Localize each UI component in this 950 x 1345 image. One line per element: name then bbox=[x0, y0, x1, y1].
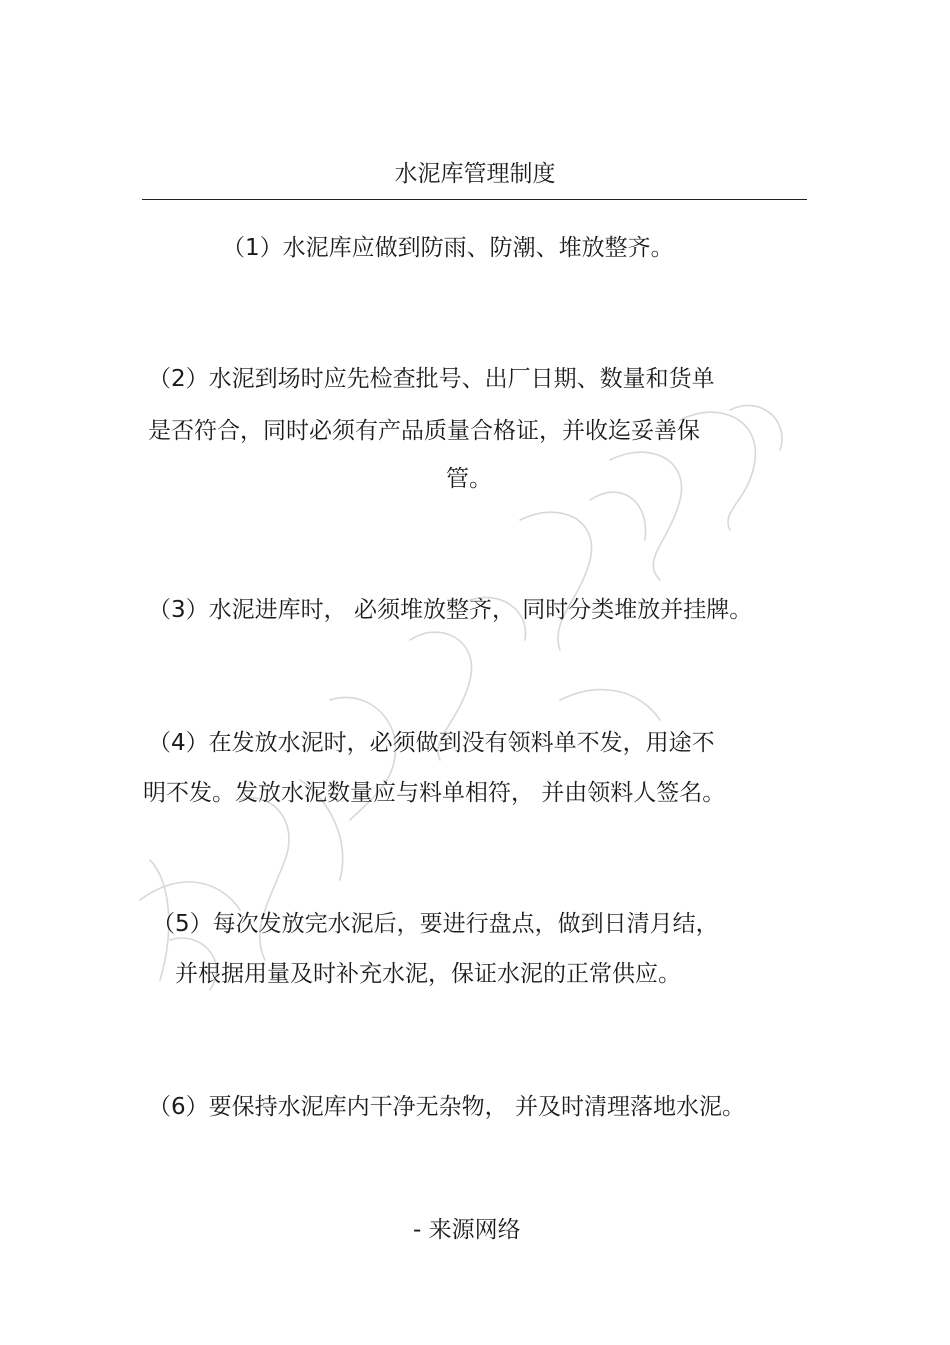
clause-1-line-1: （1）水泥库应做到防雨、防潮、堆放整齐。 bbox=[222, 235, 674, 261]
source-footer: - 来源网络 bbox=[413, 1217, 521, 1243]
clause-4-line-2: 明不发。发放水泥数量应与料单相符， 并由领料人签名。 bbox=[143, 780, 726, 806]
clause-5-line-2: 并根据用量及时补充水泥，保证水泥的正常供应。 bbox=[175, 961, 681, 987]
clause-4-line-1: （4）在发放水泥时，必须做到没有领料单不发，用途不 bbox=[148, 730, 715, 756]
clause-5-line-1: （5）每次发放完水泥后，要进行盘点，做到日清月结， bbox=[152, 911, 719, 937]
document-title: 水泥库管理制度 bbox=[394, 161, 556, 187]
title-divider bbox=[142, 199, 807, 200]
clause-6-line-1: （6）要保持水泥库内干净无杂物， 并及时清理落地水泥。 bbox=[148, 1094, 745, 1120]
clause-2-line-1: （2）水泥到场时应先检查批号、出厂日期、数量和货单 bbox=[148, 366, 715, 392]
clause-3-line-1: （3）水泥进库时， 必须堆放整齐， 同时分类堆放并挂牌。 bbox=[148, 597, 753, 623]
clause-2-line-2: 是否符合，同时必须有产品质量合格证，并收迄妥善保 bbox=[148, 418, 700, 444]
clause-2-line-3: 管。 bbox=[446, 466, 492, 492]
